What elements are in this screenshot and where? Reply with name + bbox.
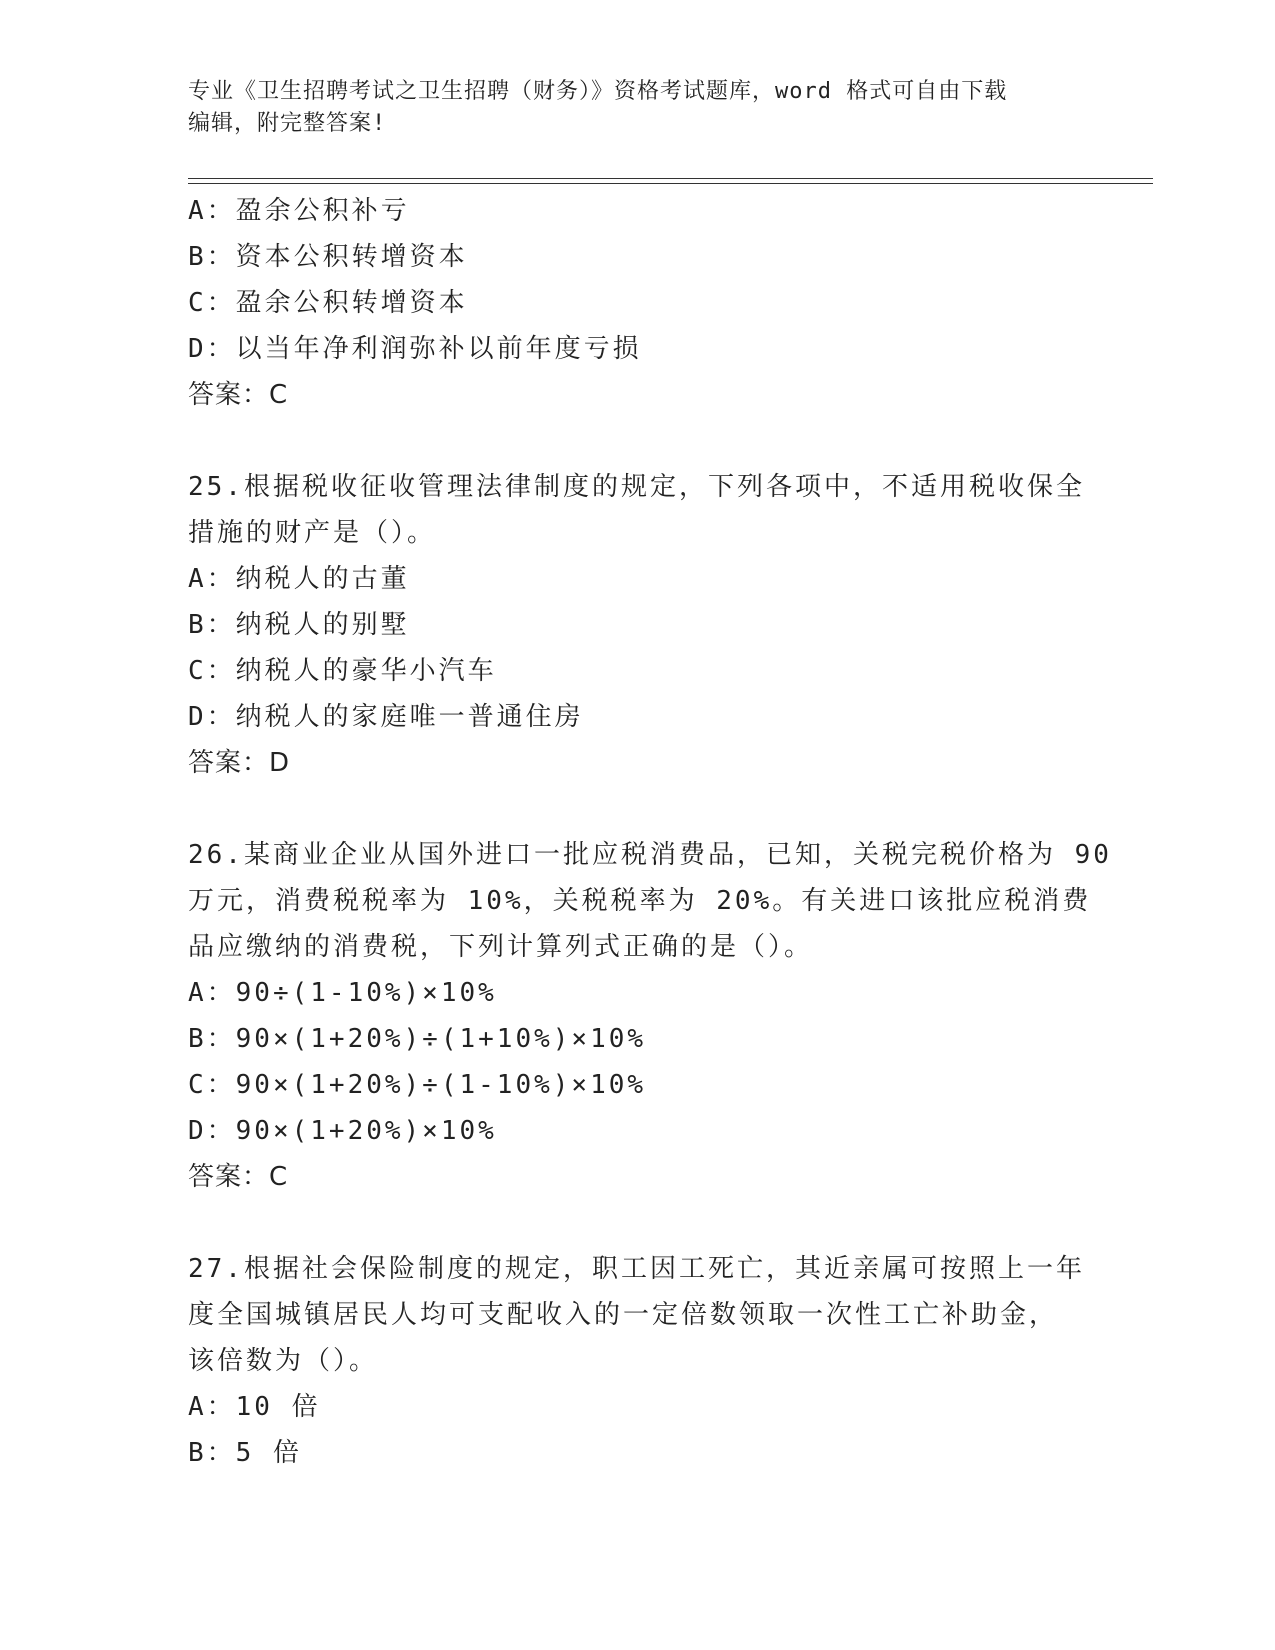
option-b: B：资本公积转增资本 bbox=[188, 242, 468, 272]
header-line-1: 专业《卫生招聘考试之卫生招聘（财务）》资格考试题库，word 格式可自由下载 bbox=[188, 79, 1008, 104]
option-d: D：纳税人的家庭唯一普通住房 bbox=[188, 702, 584, 732]
option-d: D：90×(1+20%)×10% bbox=[188, 1116, 497, 1146]
question-27 bbox=[188, 1246, 1088, 1476]
question-stem-line: 26.某商业企业从国外进口一批应税消费品，已知，关税完税价格为 90 bbox=[188, 840, 1112, 870]
option-c: C：90×(1+20%)÷(1-10%)×10% bbox=[188, 1070, 647, 1100]
question-25 bbox=[188, 464, 1088, 786]
question-stem-line: 品应缴纳的消费税，下列计算列式正确的是（）。 bbox=[188, 932, 814, 962]
answer: 答案：D bbox=[188, 748, 291, 778]
document-header bbox=[188, 76, 1088, 140]
option-a: A：10 倍 bbox=[188, 1392, 321, 1422]
question-24-continued bbox=[188, 188, 1088, 418]
option-b: B：90×(1+20%)÷(1+10%)×10% bbox=[188, 1024, 647, 1054]
option-d: D：以当年净利润弥补以前年度亏损 bbox=[188, 334, 642, 364]
option-c: C：纳税人的豪华小汽车 bbox=[188, 656, 497, 686]
option-c: C：盈余公积转增资本 bbox=[188, 288, 468, 318]
header-divider-bottom bbox=[188, 183, 1153, 184]
question-stem-line: 25.根据税收征收管理法律制度的规定，下列各项中，不适用税收保全 bbox=[188, 472, 1085, 502]
answer: 答案：C bbox=[188, 1162, 289, 1192]
question-stem-line: 27.根据社会保险制度的规定，职工因工死亡，其近亲属可按照上一年 bbox=[188, 1254, 1085, 1284]
option-b: B：纳税人的别墅 bbox=[188, 610, 410, 640]
question-stem-line: 该倍数为（）。 bbox=[188, 1346, 379, 1376]
option-a: A：纳税人的古董 bbox=[188, 564, 410, 594]
header-line-2: 编辑，附完整答案! bbox=[188, 111, 387, 136]
header-divider-top bbox=[188, 178, 1153, 179]
question-stem-line: 度全国城镇居民人均可支配收入的一定倍数领取一次性工亡补助金， bbox=[188, 1300, 1059, 1330]
question-stem-line: 万元，消费税税率为 10%，关税税率为 20%。有关进口该批应税消费 bbox=[188, 886, 1092, 916]
question-26 bbox=[188, 832, 1112, 1200]
question-list bbox=[188, 188, 1112, 1476]
option-a: A：90÷(1-10%)×10% bbox=[188, 978, 497, 1008]
question-stem-line: 措施的财产是（）。 bbox=[188, 518, 437, 548]
option-b: B：5 倍 bbox=[188, 1438, 302, 1468]
answer: 答案：C bbox=[188, 380, 289, 410]
option-a: A：盈余公积补亏 bbox=[188, 196, 410, 226]
